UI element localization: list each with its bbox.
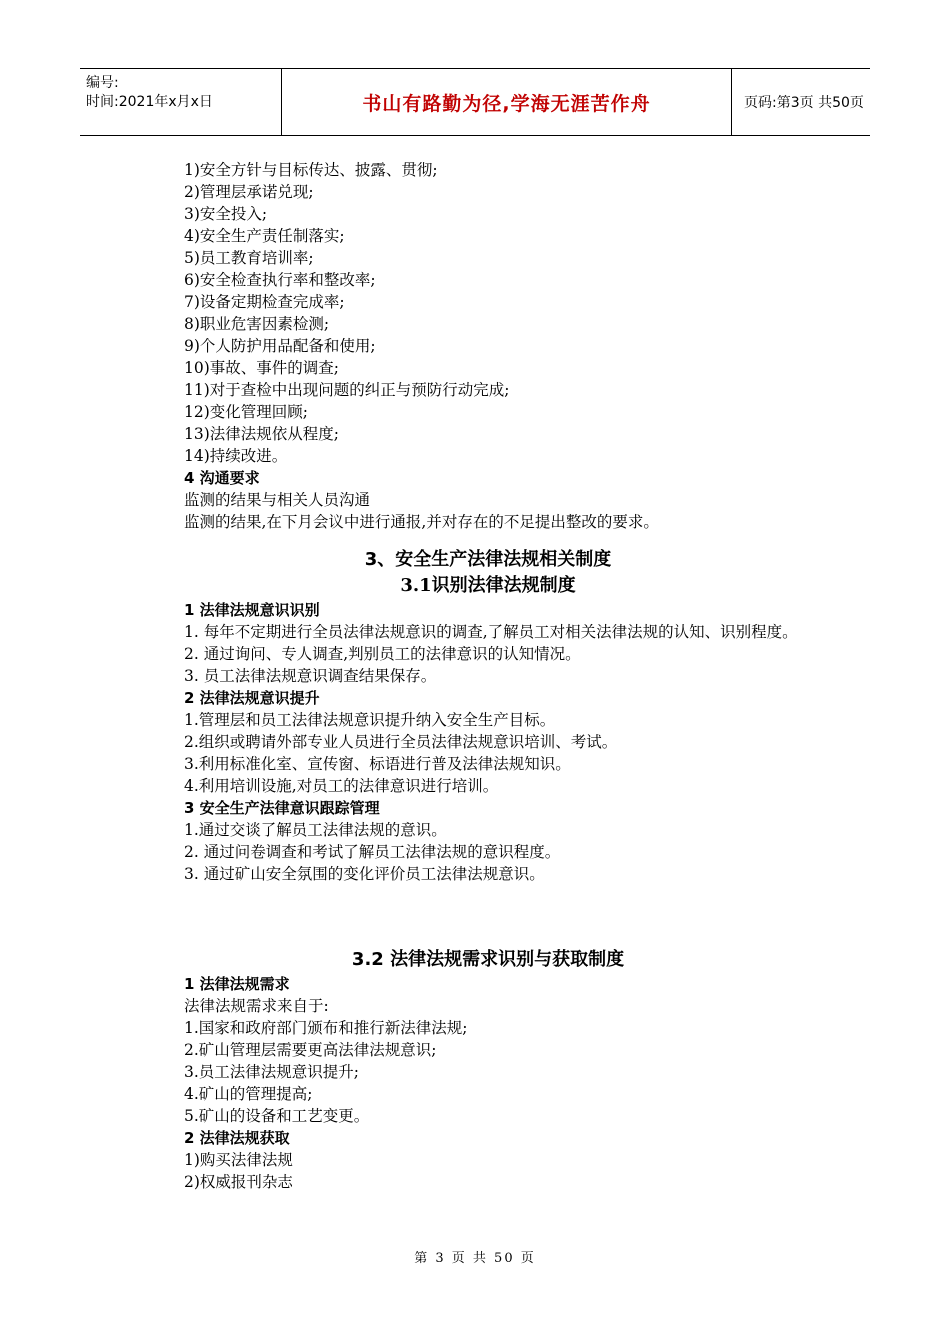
page-footer: 第 3 页 共 50 页 bbox=[414, 1251, 536, 1266]
header-meta bbox=[80, 69, 282, 135]
list-item: 2.组织或聘请外部专业人员进行全员法律法规意识培训、考试。 bbox=[184, 733, 618, 751]
list-item: 10)事故、事件的调查; bbox=[184, 359, 339, 377]
list-item: 1)购买法律法规 bbox=[184, 1151, 293, 1169]
paragraph: 监测的结果,在下月会议中进行通报,并对存在的不足提出整改的要求。 bbox=[184, 513, 659, 531]
subsection-heading: 3 安全生产法律意识跟踪管理 bbox=[184, 799, 380, 817]
header-page-info: 页码:第3页 共50页 bbox=[744, 95, 864, 111]
list-item: 1.管理层和员工法律法规意识提升纳入安全生产目标。 bbox=[184, 711, 556, 729]
list-item: 7)设备定期检查完成率; bbox=[184, 293, 345, 311]
subsection-heading: 1 法律法规需求 bbox=[184, 975, 290, 993]
list-item: 2. 通过问卷调查和考试了解员工法律法规的意识程度。 bbox=[184, 843, 561, 861]
list-item: 13)法律法规依从程度; bbox=[184, 425, 339, 443]
page-header bbox=[80, 68, 870, 136]
list-item: 3. 通过矿山安全氛围的变化评价员工法律法规意识。 bbox=[184, 865, 545, 883]
list-item: 2)权威报刊杂志 bbox=[184, 1173, 293, 1191]
list-item: 3.利用标准化室、宣传窗、标语进行普及法律法规知识。 bbox=[184, 755, 571, 773]
list-item: 3)安全投入; bbox=[184, 205, 268, 223]
list-item: 3.员工法律法规意识提升; bbox=[184, 1063, 360, 1081]
list-item: 4)安全生产责任制落实; bbox=[184, 227, 345, 245]
list-item: 8)职业危害因素检测; bbox=[184, 315, 330, 333]
list-item: 12)变化管理回顾; bbox=[184, 403, 308, 421]
list-item: 4.利用培训设施,对员工的法律意识进行培训。 bbox=[184, 777, 499, 795]
list-item: 1.国家和政府部门颁布和推行新法律法规; bbox=[184, 1019, 468, 1037]
number-label: 编号: bbox=[86, 75, 119, 91]
section-title: 3.1识别法律法规制度 bbox=[400, 575, 576, 596]
list-item: 5.矿山的设备和工艺变更。 bbox=[184, 1107, 370, 1125]
list-item: 2. 通过询问、专人调查,判别员工的法律意识的认知情况。 bbox=[184, 645, 581, 663]
chapter-title: 3、安全生产法律法规相关制度 bbox=[364, 549, 612, 570]
subsection-heading: 2 法律法规获取 bbox=[184, 1129, 290, 1147]
paragraph: 1. 每年不定期进行全员法律法规意识的调查,了解员工对相关法律法规的认知、识别程度。 bbox=[184, 623, 798, 641]
list-item: 3. 员工法律法规意识调查结果保存。 bbox=[184, 667, 437, 685]
paragraph: 监测的结果与相关人员沟通 bbox=[184, 491, 371, 509]
header-motto: 书山有路勤为径,学海无涯苦作舟 bbox=[282, 69, 732, 135]
list-item: 9)个人防护用品配备和使用; bbox=[184, 337, 376, 355]
list-item: 2.矿山管理层需要更高法律法规意识; bbox=[184, 1041, 437, 1059]
subsection-heading: 2 法律法规意识提升 bbox=[184, 689, 320, 707]
list-item: 1.通过交谈了解员工法律法规的意识。 bbox=[184, 821, 447, 839]
list-item: 5)员工教育培训率; bbox=[184, 249, 314, 267]
date-label: 时间:2021年x月x日 bbox=[86, 94, 213, 110]
indicator-list bbox=[148, 159, 828, 533]
subsection-heading: 1 法律法规意识识别 bbox=[184, 601, 320, 619]
list-item: 4.矿山的管理提高; bbox=[184, 1085, 313, 1103]
section-heading: 4 沟通要求 bbox=[184, 469, 260, 487]
list-item: 14)持续改进。 bbox=[184, 447, 288, 465]
document-body bbox=[148, 159, 828, 1193]
list-item: 2)管理层承诺兑现; bbox=[184, 183, 314, 201]
list-item: 1)安全方针与目标传达、披露、贯彻; bbox=[184, 161, 438, 179]
paragraph: 法律法规需求来自于: bbox=[184, 997, 329, 1015]
section-title: 3.2 法律法规需求识别与获取制度 bbox=[351, 949, 625, 970]
list-item: 11)对于查检中出现问题的纠正与预防行动完成; bbox=[184, 381, 510, 399]
list-item: 6)安全检查执行率和整改率; bbox=[184, 271, 376, 289]
